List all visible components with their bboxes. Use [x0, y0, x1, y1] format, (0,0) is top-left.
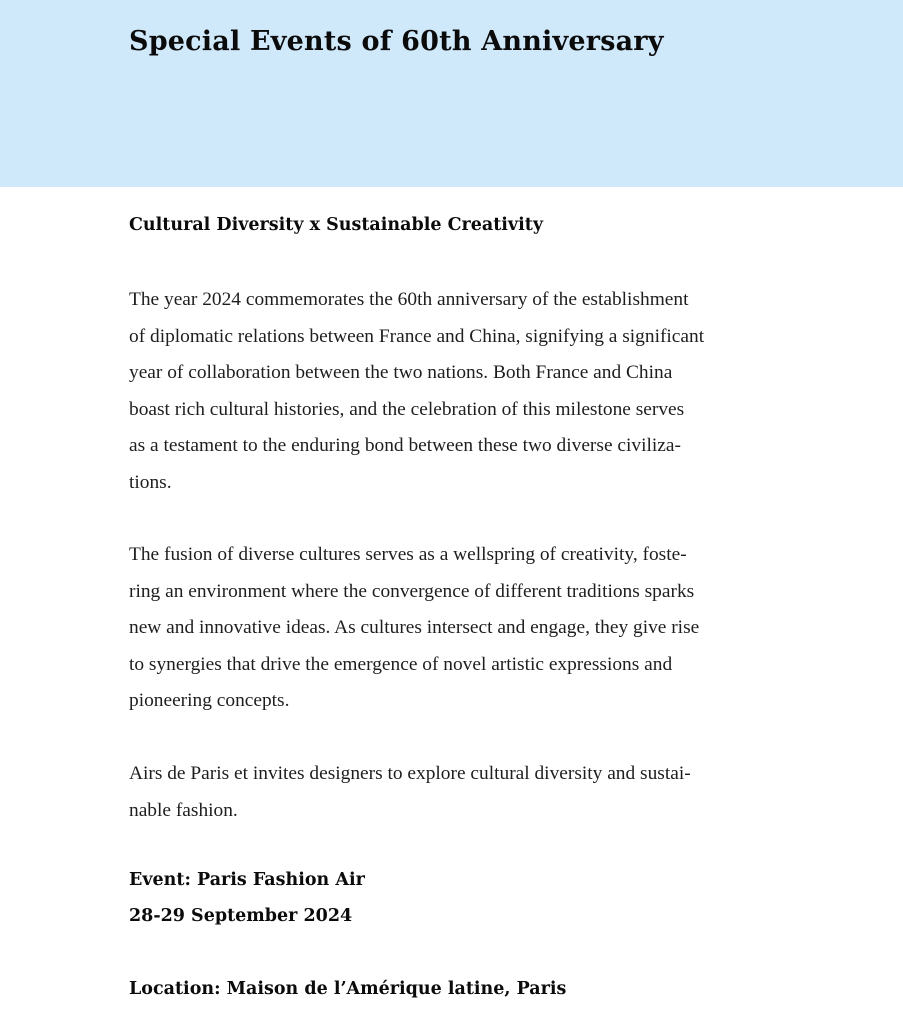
paragraph-line: year of collaboration between the two nations. Both France and China [129, 362, 673, 383]
paragraph-line: tions. [129, 471, 172, 493]
paragraph-anniversary [129, 282, 769, 501]
paragraph-line: The fusion of diverse cultures serves as a wellspring of creativity, foste- [129, 544, 687, 565]
paragraph-line: as a testament to the enduring bond between these two diverse civiliza- [129, 435, 681, 456]
paragraph-line: ring an environment where the convergence of different traditions sparks [129, 580, 695, 602]
paragraph-line: to synergies that drive the emergence of novel artistic expressions and [129, 653, 673, 675]
section-subtitle: Cultural Diversity x Sustainable Creativity [129, 215, 544, 235]
header-band [0, 0, 903, 187]
event-location: Location: Maison de l’Amérique latine, Paris [129, 979, 567, 999]
paragraph-line: pioneering concepts. [129, 690, 290, 711]
paragraph-line: of diplomatic relations between France and China, signifying a significant [129, 325, 705, 347]
paragraph-line: new and innovative ideas. As cultures intersect and engage, they give rise [129, 617, 700, 638]
paragraph-line: boast rich cultural histories, and the celebration of this milestone serves [129, 398, 685, 420]
paragraph-invitation [129, 756, 769, 829]
paragraph-line: The year 2024 commemorates the 60th anniversary of the establishment [129, 289, 689, 310]
page-title: Special Events of 60th Anniversary [129, 26, 664, 57]
paragraph-fusion [129, 537, 769, 720]
paragraph-line: nable fashion. [129, 799, 238, 821]
paragraph-line: Airs de Paris et invites designers to explore cultural diversity and sustai- [129, 763, 691, 784]
event-date: 28-29 September 2024 [129, 906, 353, 926]
event-name: Event: Paris Fashion Air [129, 870, 365, 890]
